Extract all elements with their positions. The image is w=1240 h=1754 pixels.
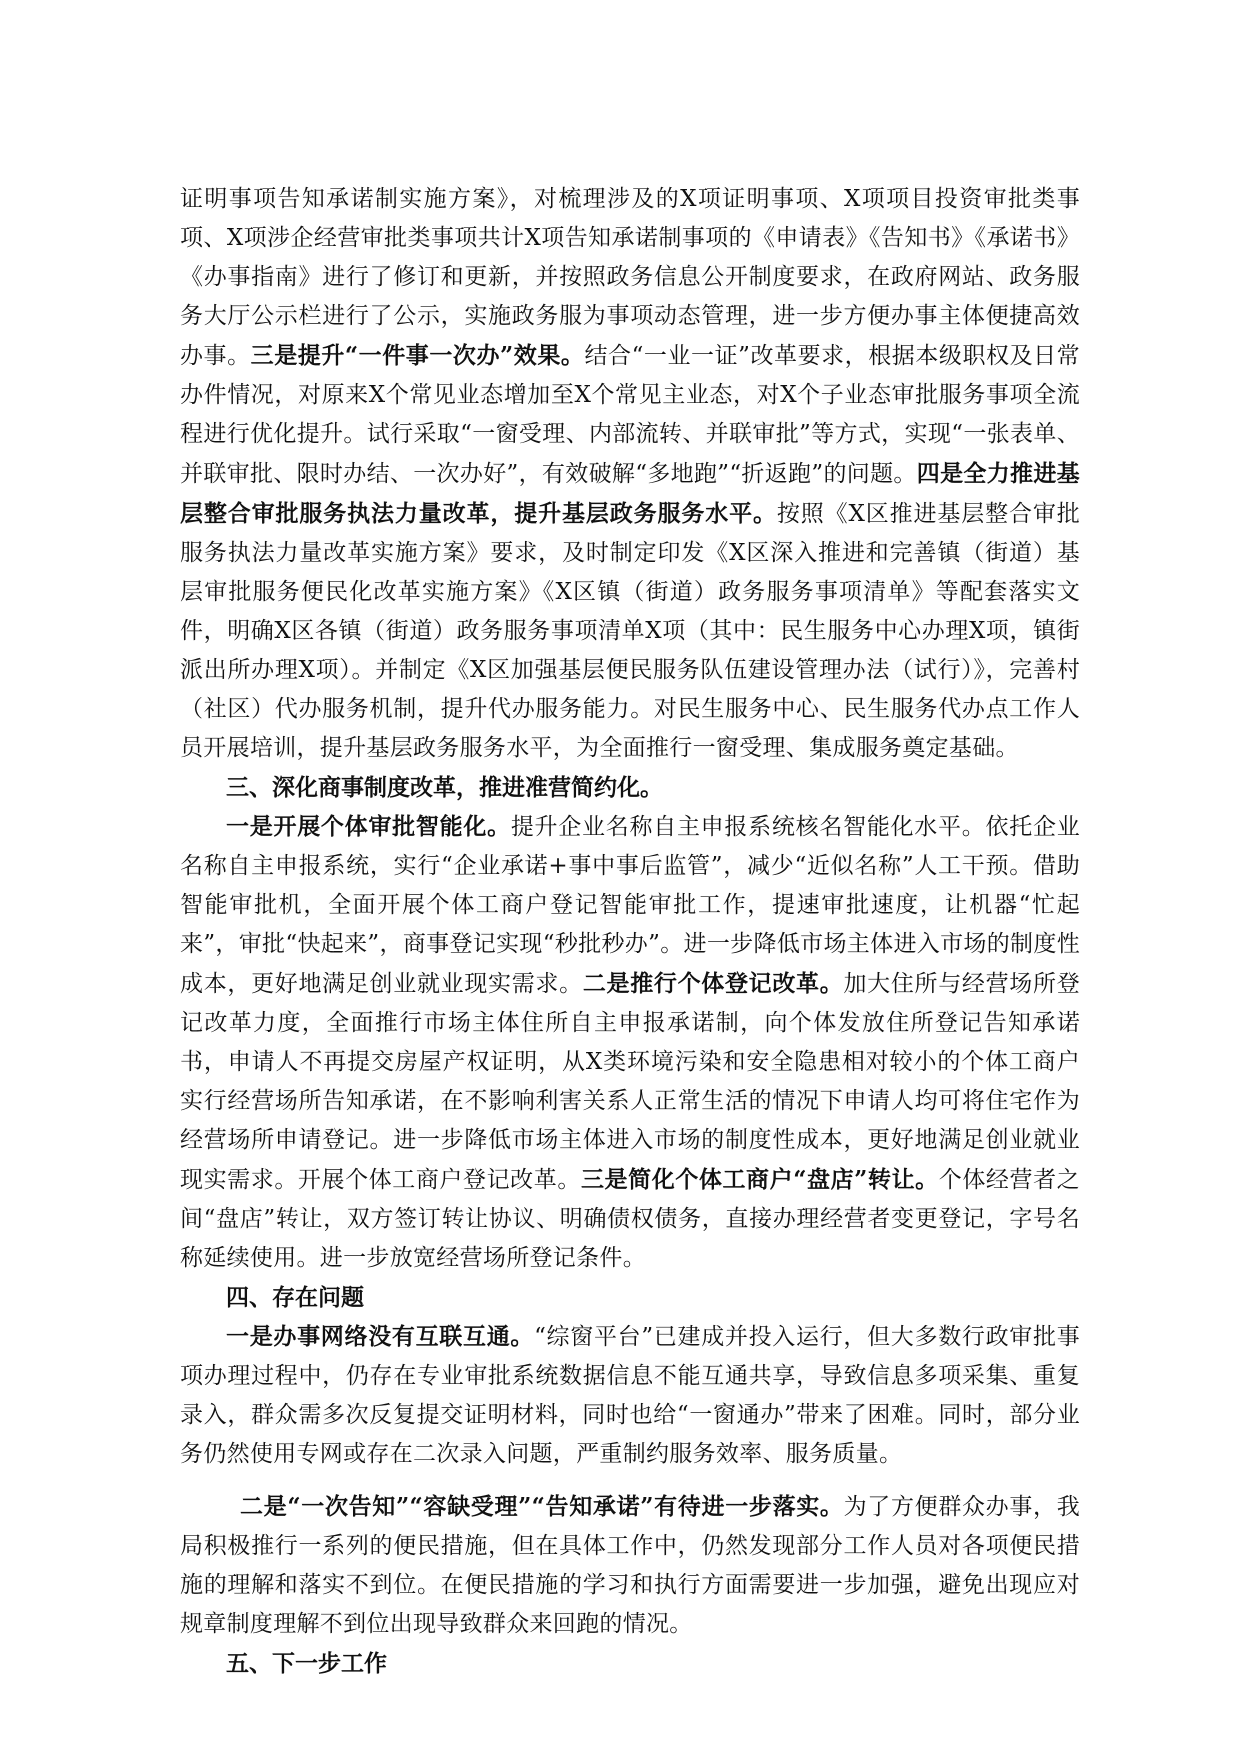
paragraph-notification-problem	[180, 1487, 1080, 1644]
text-span: 按照《X区推进基层整合审批服务执法力量改革实施方案》要求，及时制定印发《X区深入推进和完善镇（街道）基层审批服务便民化改革实施方案》《X区镇（街道）政务服务事项清单》等配套落实文件，明确X区各镇（街道）政务服务事项清单X项（其中：民生服务中心办理X项，镇街派出所办理X项）。并制定《X区加强基层便民服务队伍建设管理办法（试行）》，完善村（社区）代办服务机制，提升代办服务能力。对民生服务中心、民生服务代办点工作人员开展培训，提升基层政务服务水平，为全面推行一窗受理、集成服务奠定基础。	[180, 501, 1080, 761]
bold-lead: 一是开展个体审批智能化。	[226, 813, 511, 840]
bold-lead: 二是“一次告知”“容缺受理”“告知承诺”有待进一步落实。	[240, 1493, 844, 1520]
section-heading-4: 四、存在问题	[226, 1284, 364, 1311]
paragraph-network-problem	[180, 1317, 1080, 1474]
paragraph-approval-reform	[180, 180, 1080, 768]
text-span: “综窗平台”已建成并投入运行，但大多数行政审批事项办理过程中，仍存在专业审批系统数据信息不能互通共享，导致信息多项采集、重复录入，群众需多次反复提交证明材料，同时也给“一窗通办”带来了困难。同时，部分业务仍然使用专网或存在二次录入问题，严重制约服务效率、服务质量。	[180, 1324, 1080, 1467]
text-span: 提升企业名称自主申报系统核名智能化水平。依托企业名称自主申报系统，实行“企业承诺+事中事后监管”，减少“近似名称”人工干预。借助智能审批机，全面开展个体工商户登记智能审批工作，提速审批速度，让机器“忙起来”，审批“快起来”，商事登记实现“秒批秒办”。进一步降低市场主体进入市场的制度性成本，更好地满足创业就业现实需求。	[180, 814, 1080, 997]
text-span: 结合“一业一证”改革要求，根据本级职权及日常办件情况，对原来X个常见业态增加至X个常见主业态，对X个子业态审批服务事项全流程进行优化提升。试行采取“一窗受理、内部流转、并联审批”等方式，实现“一张表单、并联审批、限时办结、一次办好”，有效破解“多地跑”“折返跑”的问题。	[180, 343, 1080, 487]
text-span: 加大住所与经营场所登记改革力度，全面推行市场主体住所自主申报承诺制，向个体发放住所登记告知承诺书，申请人不再提交房屋产权证明，从X类环境污染和安全隐患相对较小的个体工商户实行经营场所告知承诺，在不影响利害关系人正常生活的情况下申请人均可将住宅作为经营场所申请登记。进一步降低市场主体进入市场的制度性成本，更好地满足创业就业现实需求。开展个体工商户登记改革。	[180, 971, 1080, 1193]
text-span: 证明事项告知承诺制实施方案》，对梳理涉及的X项证明事项、X项项目投资审批类事项、X项涉企经营审批类事项共计X项告知承诺制事项的《申请表》《告知书》《承诺书》《办事指南》进行了修订和更新，并按照政务信息公开制度要求，在政府网站、政务服务大厅公示栏进行了公示，实施政务服为事项动态管理，进一步方便办事主体便捷高效办事。	[180, 186, 1080, 369]
document-page	[180, 180, 1080, 1683]
bold-lead: 二是推行个体登记改革。	[582, 970, 844, 997]
bold-lead: 一是办事网络没有互联互通。	[226, 1323, 535, 1350]
bold-lead: 四是全力推进基层整合审批服务执法力量改革，提升基层政务服务水平。	[180, 460, 1080, 527]
bold-lead: 三是简化个体工商户“盘店”转让。	[580, 1166, 939, 1193]
bold-lead: 三是提升“一件事一次办”效果。	[250, 342, 585, 369]
text-span: 个体经营者之间“盘店”转让，双方签订转让协议、明确债权债务，直接办理经营者变更登记，字号名称延续使用。进一步放宽经营场所登记条件。	[180, 1167, 1080, 1271]
paragraph-commercial-reform	[180, 807, 1080, 1278]
section-heading-5: 五、下一步工作	[226, 1650, 387, 1677]
text-span: 为了方便群众办事，我局积极推行一系列的便民措施，但在具体工作中，仍然发现部分工作人员对各项便民措施的理解和落实不到位。在便民措施的学习和执行方面需要进一步加强，避免出现应对规章制度理解不到位出现导致群众来回跑的情况。	[180, 1494, 1081, 1637]
section-heading-3: 三、深化商事制度改革，推进准营简约化。	[226, 774, 663, 801]
